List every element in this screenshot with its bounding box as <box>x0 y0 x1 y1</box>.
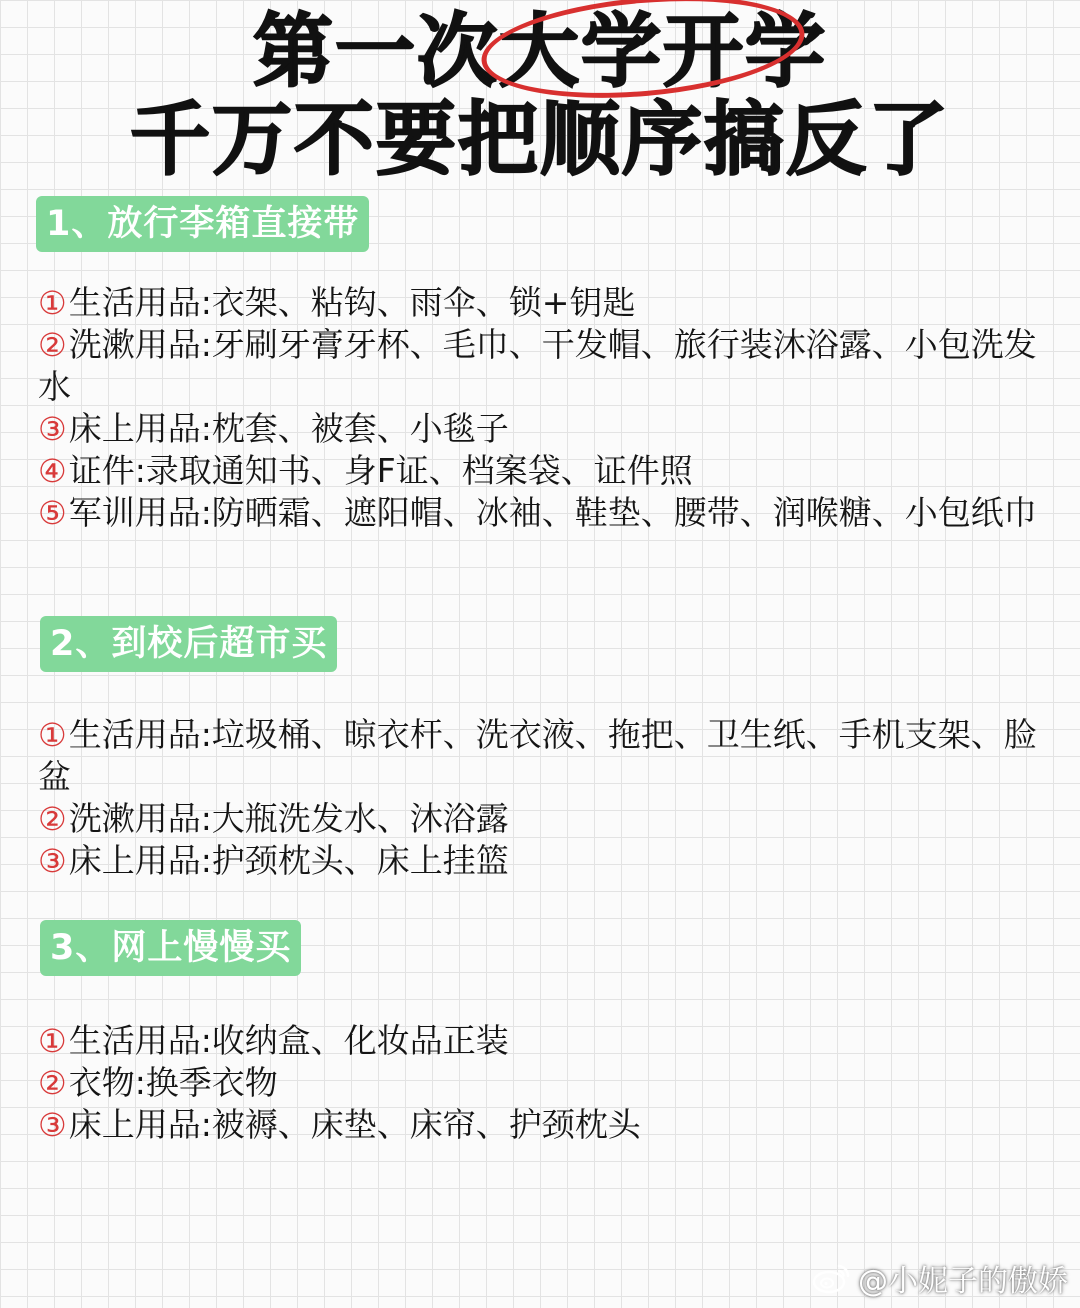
page-title-line-1 <box>0 4 1080 100</box>
item-text: 床上用品:被褥、床垫、床帘、护颈枕头 <box>68 1105 641 1144</box>
section-2-list <box>38 714 1048 882</box>
watermark <box>812 1258 1068 1298</box>
item-number: ① <box>38 1022 67 1060</box>
item-number: ⑤ <box>38 494 67 532</box>
item-text: 洗漱用品:牙刷牙膏牙杯、毛巾、干发帽、旅行装沐浴露、小包洗发水 <box>38 325 1037 406</box>
list-item <box>38 714 1048 798</box>
section-3-list <box>38 1020 1048 1146</box>
item-text: 洗漱用品:大瓶洗发水、沐浴露 <box>68 799 509 838</box>
list-item <box>38 282 1048 324</box>
section-header-1: 1、放行李箱直接带 <box>36 196 369 252</box>
page-title-line-2: 千万不要把顺序搞反了 <box>130 93 950 186</box>
list-item <box>38 408 1048 450</box>
list-item <box>38 1020 1048 1062</box>
item-number: ② <box>38 1064 67 1102</box>
item-number: ① <box>38 716 67 754</box>
item-text: 生活用品:收纳盒、化妆品正装 <box>68 1021 509 1060</box>
list-item <box>38 1062 1048 1104</box>
item-text: 生活用品:垃圾桶、晾衣杆、洗衣液、拖把、卫生纸、手机支架、脸盆 <box>38 715 1037 796</box>
item-number: ③ <box>38 1106 67 1144</box>
list-item <box>38 492 1048 534</box>
item-text: 衣物:换季衣物 <box>68 1063 278 1102</box>
title-prefix: 第一次 <box>253 5 499 98</box>
list-item <box>38 324 1048 408</box>
watermark-text: @小妮子的傲娇 <box>858 1264 1068 1299</box>
item-text: 床上用品:枕套、被套、小毯子 <box>68 409 509 448</box>
section-header-2: 2、到校后超市买 <box>40 616 337 672</box>
item-number: ③ <box>38 842 67 880</box>
list-item <box>38 450 1048 492</box>
item-number: ③ <box>38 410 67 448</box>
list-item <box>38 1104 1048 1146</box>
section-1-list <box>38 282 1048 534</box>
item-number: ① <box>38 284 67 322</box>
title-highlight: 大学开学 <box>499 4 827 100</box>
section-header-3: 3、网上慢慢买 <box>40 920 301 976</box>
list-item <box>38 840 1048 882</box>
item-number: ② <box>38 326 67 364</box>
item-text: 证件:录取通知书、身F证、档案袋、证件照 <box>68 451 693 490</box>
item-number: ② <box>38 800 67 838</box>
item-number: ④ <box>38 452 67 490</box>
item-text: 军训用品:防晒霜、遮阳帽、冰袖、鞋垫、腰带、润喉糖、小包纸巾 <box>68 493 1037 532</box>
item-text: 床上用品:护颈枕头、床上挂篮 <box>68 841 509 880</box>
item-text: 生活用品:衣架、粘钩、雨伞、锁+钥匙 <box>68 283 636 322</box>
list-item <box>38 798 1048 840</box>
weibo-icon <box>812 1261 852 1295</box>
